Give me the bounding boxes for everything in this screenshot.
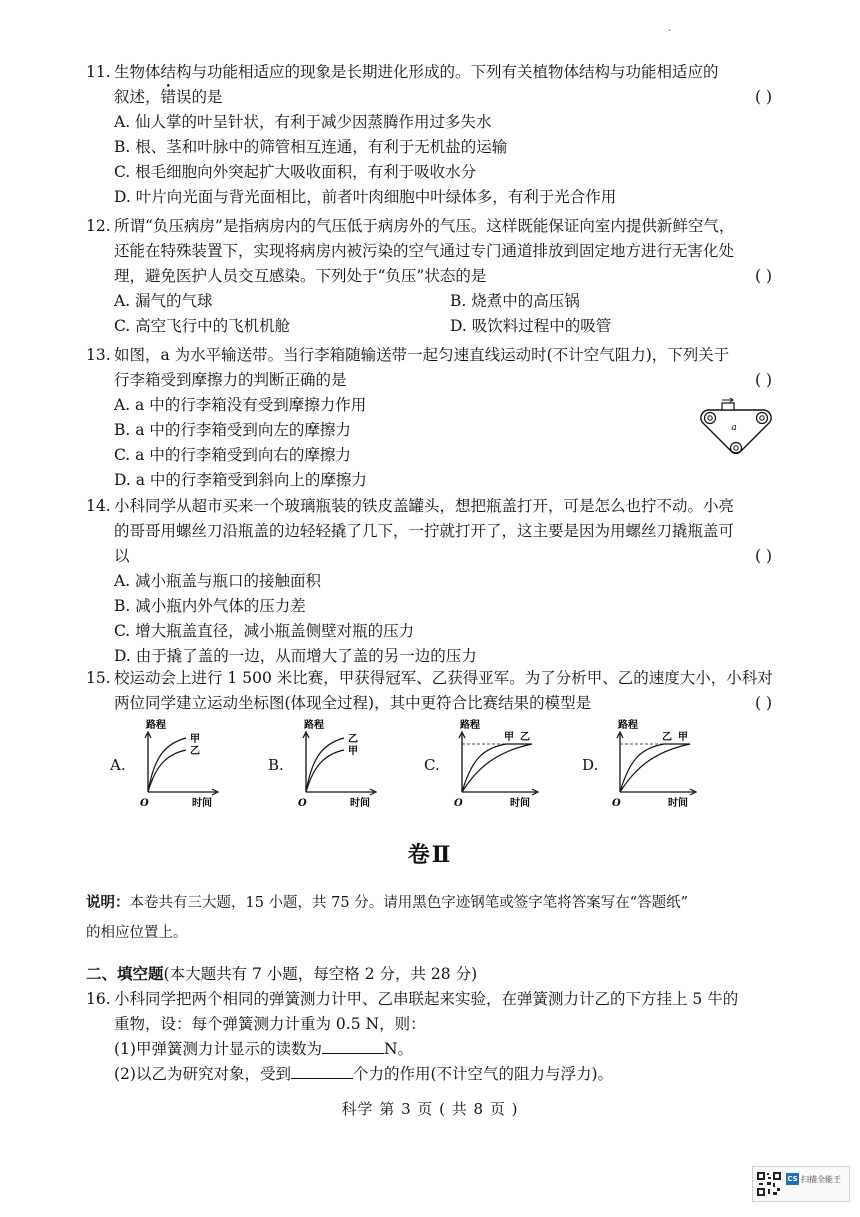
speck-mark: · — [668, 26, 672, 37]
option-b: B. 减小瓶内外气体的压力差 — [114, 597, 306, 615]
graph-b — [268, 718, 408, 810]
question-14 — [86, 494, 786, 669]
curve-label: 甲 — [190, 734, 200, 745]
graph-options — [110, 718, 750, 810]
option-a: A. 漏气的气球 — [114, 292, 213, 310]
question-15 — [86, 666, 786, 716]
question-text: 还能在特殊装置下，实现将病房内被污染的空气通过专门通道排放到固定地方进行无害化处 — [114, 242, 735, 260]
question-number: 14. — [86, 497, 111, 515]
sub-question-text: (2)以乙为研究对象，受到 — [114, 1065, 291, 1083]
option-d: D. 由于撬了盖的一边，从而增大了盖的另一边的压力 — [114, 647, 477, 665]
question-text: 行李箱受到摩擦力的判断正确的是 — [114, 371, 347, 389]
question-text: 如图，a 为水平输送带。当行李箱随输送带一起匀速直线运动时(不计空气阻力)，下列关于 — [114, 346, 730, 364]
origin-label: O — [454, 798, 463, 809]
question-text: 叙述， — [114, 88, 161, 106]
graph-option-label: A. — [110, 756, 126, 774]
note-text: 的相应位置上。 — [86, 925, 188, 941]
conveyor-belt-figure — [698, 396, 774, 466]
option-a: A. 仙人掌的叶呈针状，有利于减少因蒸腾作用过多失水 — [114, 113, 492, 131]
origin-label: O — [298, 798, 307, 809]
origin-label: O — [612, 798, 621, 809]
section-note — [86, 888, 776, 948]
option-b: B. a 中的行李箱受到向左的摩擦力 — [114, 421, 351, 439]
option-b: B. 根、茎和叶脉中的筛管相互连通，有利于无机盐的运输 — [114, 138, 508, 156]
qr-code-icon — [756, 1171, 782, 1197]
answer-blank[interactable] — [291, 1062, 353, 1079]
note-text: 本卷共有三大题，15 小题，共 75 分。请用黑色字迹钢笔或签字笔将答案写在“答题纸” — [129, 895, 689, 911]
option-b: B. 烧煮中的高压锅 — [450, 292, 580, 310]
part-title: 二、填空题 — [86, 964, 164, 983]
curve-label: 甲 — [678, 732, 688, 743]
question-text: 理，避免医护人员交互感染。下列处于“负压”状态的是 — [114, 267, 487, 285]
option-a: A. 减小瓶盖与瓶口的接触面积 — [114, 572, 322, 590]
question-12 — [86, 214, 786, 339]
question-text: 小科同学把两个相同的弹簧测力计甲、乙串联起来实验，在弹簧测力计乙的下方挂上 5 牛的 — [114, 990, 739, 1008]
answer-bracket: ( ) — [754, 371, 772, 389]
sub-question-text: 个力的作用(不计空气的阻力与浮力)。 — [352, 1065, 614, 1083]
question-number: 11. — [86, 63, 111, 81]
answer-bracket: ( ) — [754, 88, 772, 106]
scanner-logo: CS — [787, 1175, 798, 1183]
curve-label: 乙 — [190, 746, 200, 757]
curve-label: 甲 — [348, 746, 358, 757]
graph-c — [424, 718, 564, 810]
option-d: D. 吸饮料过程中的吸管 — [450, 317, 612, 335]
axis-label-y: 路程 — [146, 720, 166, 731]
option-c: C. a 中的行李箱受到向右的摩擦力 — [114, 446, 351, 464]
question-text: 两位同学建立运动坐标图(体现全过程)，其中更符合比赛结果的模型是 — [114, 694, 592, 712]
question-number: 12. — [86, 217, 111, 235]
answer-bracket: ( ) — [754, 694, 772, 712]
scanner-watermark — [752, 1166, 850, 1202]
question-number: 13. — [86, 346, 111, 364]
question-text: 小科同学从超市买来一个玻璃瓶装的铁皮盖罐头，想把瓶盖打开，可是怎么也拧不动。小亮 — [114, 497, 735, 515]
option-d: D. 叶片向光面与背光面相比，前者叶肉细胞中叶绿体多，有利于光合作用 — [114, 188, 617, 206]
question-text: 误的是 — [176, 88, 223, 106]
question-text: 校运动会上进行 1 500 米比赛，甲获得冠军、乙获得亚军。为了分析甲、乙的速度大小，小科对 — [114, 669, 773, 687]
sub-question-text: N。 — [383, 1040, 414, 1058]
section-title: 卷Ⅱ — [407, 842, 453, 868]
graph-option-label: B. — [268, 756, 284, 774]
axis-label-y: 路程 — [304, 720, 324, 731]
axis-label-x: 时间 — [192, 798, 212, 809]
question-text: 的哥哥用螺丝刀沿瓶盖的边轻轻撬了几下，一拧就打开了，这主要是因为用螺丝刀撬瓶盖可 — [114, 522, 735, 540]
axis-label-y: 路程 — [618, 720, 638, 731]
answer-blank[interactable] — [322, 1037, 384, 1054]
belt-label: a — [731, 423, 737, 433]
option-d: D. a 中的行李箱受到斜向上的摩擦力 — [114, 471, 367, 489]
curve-label: 乙 — [348, 734, 358, 745]
option-a: A. a 中的行李箱没有受到摩擦力作用 — [114, 396, 367, 414]
question-text: 所谓“负压病房”是指病房内的气压低于病房外的气压。这样既能保证向室内提供新鲜空气， — [114, 217, 735, 235]
question-text: 以 — [114, 547, 130, 565]
question-11 — [86, 60, 786, 210]
part-heading — [86, 962, 477, 984]
note-label: 说明： — [86, 894, 130, 911]
graph-option-label: C. — [424, 756, 440, 774]
question-16 — [86, 987, 786, 1087]
part-description: (本大题共有 7 小题，每空格 2 分，共 28 分) — [163, 965, 478, 983]
answer-bracket: ( ) — [754, 267, 772, 285]
axis-label-x: 时间 — [668, 798, 688, 809]
graph-d — [582, 718, 722, 810]
graph-option-label: D. — [582, 756, 599, 774]
curve-label: 乙 — [662, 732, 672, 743]
question-number: 15. — [86, 669, 111, 687]
scanner-brand: 扫描全能王 — [801, 1174, 841, 1184]
axis-label-x: 时间 — [350, 798, 370, 809]
answer-bracket: ( ) — [754, 547, 772, 565]
page-footer: 科学 第 3 页 ( 共 8 页 ) — [341, 1100, 519, 1118]
option-c: C. 根毛细胞向外突起扩大吸收面积，有利于吸收水分 — [114, 163, 477, 181]
option-c: C. 高空飞行中的飞机机舱 — [114, 317, 291, 335]
origin-label: O — [140, 798, 149, 809]
axis-label-x: 时间 — [510, 798, 530, 809]
question-13 — [86, 343, 786, 493]
question-text: 重物，设：每个弹簧测力计重为 0.5 N，则： — [114, 1015, 426, 1033]
curve-label: 乙 — [520, 732, 530, 743]
sub-question-text: (1)甲弹簧测力计显示的读数为 — [114, 1040, 322, 1058]
graph-a — [110, 718, 250, 810]
curve-label: 甲 — [504, 732, 514, 743]
question-text: 生物体结构与功能相适应的现象是长期进化形成的。下列有关植物体结构与功能相适应的 — [114, 63, 719, 81]
option-c: C. 增大瓶盖直径，减小瓶盖侧壁对瓶的压力 — [114, 622, 415, 640]
axis-label-y: 路程 — [460, 720, 480, 731]
emphasis-char: 错 — [160, 88, 177, 106]
question-number: 16. — [86, 990, 111, 1008]
